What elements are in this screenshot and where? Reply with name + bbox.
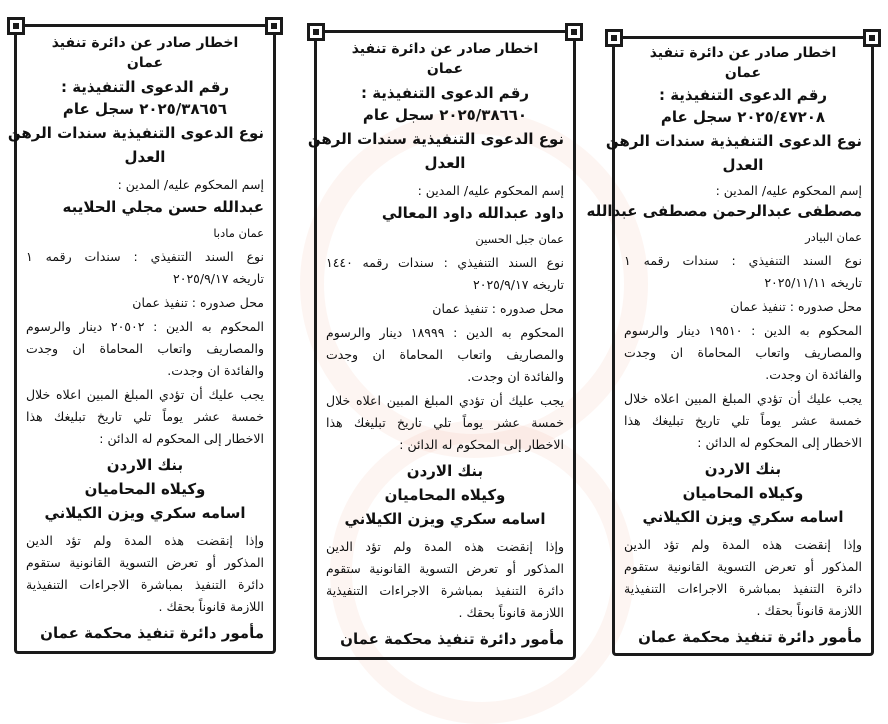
amount-line: المحكوم به الدين : ١٩٥١٠ دينار والرسوم <box>624 323 862 338</box>
notice-city: عمان <box>724 65 762 81</box>
debtor-name: داود عبدالله داود المعالي <box>381 204 564 222</box>
case-type-cont: العدل <box>124 148 166 166</box>
bond-date: تاريخه ٢٠٢٥/٩/١٧ <box>473 277 564 292</box>
issued-place: محل صدوره : تنفيذ عمان <box>432 301 564 316</box>
issued-place: محل صدوره : تنفيذ عمان <box>132 295 264 310</box>
pay-line: خمسة عشر يوماً تلي تاريخ تبليغك هذا <box>624 413 862 428</box>
bond-line: نوع السند التنفيذي : سندات رقمه ١٤٤٠ <box>326 255 564 270</box>
agents-names: اسامه سكري ويزن الكيلاني <box>344 510 546 528</box>
case-label: رقم الدعوى التنفيذية : <box>658 86 828 104</box>
frame-corner-ornament <box>307 23 325 41</box>
warning-line: دائرة التنفيذ بمباشرة الاجراءات التنفيذية <box>624 581 862 596</box>
pay-line: الاخطار إلى المحكوم له الدائن : <box>399 437 564 452</box>
warning-line: وإذا إنقضت هذه المدة ولم تؤد الدين <box>326 539 564 554</box>
notice-title: اخطار صادر عن دائرة تنفيذ <box>51 35 239 51</box>
case-label: رقم الدعوى التنفيذية : <box>360 84 530 102</box>
warning-line: اللازمة قانوناً بحقك . <box>458 605 564 620</box>
warning-line: المذكور أو تعرض التسوية القانونية ستقوم <box>26 555 264 570</box>
creditor-name: بنك الاردن <box>406 462 484 480</box>
amount-line: والفائدة ان وجدت. <box>765 367 862 382</box>
agents-names: اسامه سكري ويزن الكيلاني <box>44 504 246 522</box>
notice-city: عمان <box>426 61 464 77</box>
debtor-label: إسم المحكوم عليه/ المدين : <box>117 177 264 192</box>
frame-corner-ornament <box>863 29 881 47</box>
case-number: ٢٠٢٥/٣٨٦٥٦ سجل عام <box>62 100 228 118</box>
bond-line: نوع السند التنفيذي : سندات رقمه ١ <box>624 253 862 268</box>
amount-line: والفائدة ان وجدت. <box>467 369 564 384</box>
debtor-address: عمان مادبا <box>213 226 264 240</box>
case-number: ٢٠٢٥/٣٨٦٦٠ سجل عام <box>362 106 528 124</box>
notice-title: اخطار صادر عن دائرة تنفيذ <box>649 45 837 61</box>
notice-footer: مأمور دائرة تنفيذ محكمة عمان <box>340 630 564 648</box>
pay-line: الاخطار إلى المحكوم له الدائن : <box>697 435 862 450</box>
case-type-cont: العدل <box>424 154 466 172</box>
bond-date: تاريخه ٢٠٢٥/١١/١١ <box>764 275 862 290</box>
debtor-name: عبدالله حسن مجلي الحلايبه <box>62 198 264 216</box>
case-type: نوع الدعوى التنفيذية سندات الرهن <box>605 132 862 150</box>
agents-label: وكيلاه المحاميان <box>84 480 206 498</box>
warning-line: وإذا إنقضت هذه المدة ولم تؤد الدين <box>624 537 862 552</box>
debtor-address: عمان البيادر <box>805 230 862 244</box>
amount-line: المحكوم به الدين : ٢٠٥٠٢ دينار والرسوم <box>26 319 264 334</box>
notice-footer: مأمور دائرة تنفيذ محكمة عمان <box>638 628 862 646</box>
creditor-name: بنك الاردن <box>106 456 184 474</box>
case-label: رقم الدعوى التنفيذية : <box>60 78 230 96</box>
amount-line: والمصاريف واتعاب المحاماة ان وجدت <box>26 341 264 356</box>
amount-line: والمصاريف واتعاب المحاماة ان وجدت <box>624 345 862 360</box>
case-number: ٢٠٢٥/٤٧٢٠٨ سجل عام <box>660 108 826 126</box>
bond-date: تاريخه ٢٠٢٥/٩/١٧ <box>173 271 264 286</box>
notice-middle <box>307 30 576 660</box>
warning-line: اللازمة قانوناً بحقك . <box>756 603 862 618</box>
pay-line: يجب عليك أن تؤدي المبلغ المبين اعلاه خلال <box>26 387 264 402</box>
frame-corner-ornament <box>7 17 25 35</box>
pay-line: يجب عليك أن تؤدي المبلغ المبين اعلاه خلال <box>326 393 564 408</box>
creditor-name: بنك الاردن <box>704 460 782 478</box>
frame-corner-ornament <box>565 23 583 41</box>
case-type-cont: العدل <box>722 156 764 174</box>
warning-line: اللازمة قانوناً بحقك . <box>158 599 264 614</box>
amount-line: المحكوم به الدين : ١٨٩٩٩ دينار والرسوم <box>326 325 564 340</box>
warning-line: وإذا إنقضت هذه المدة ولم تؤد الدين <box>26 533 264 548</box>
frame-corner-ornament <box>605 29 623 47</box>
agents-label: وكيلاه المحاميان <box>682 484 804 502</box>
warning-line: المذكور أو تعرض التسوية القانونية ستقوم <box>624 559 862 574</box>
amount-line: والمصاريف واتعاب المحاماة ان وجدت <box>326 347 564 362</box>
notice-right <box>586 36 874 656</box>
case-type: نوع الدعوى التنفيذية سندات الرهن <box>7 124 264 142</box>
frame-corner-ornament <box>265 17 283 35</box>
pay-line: يجب عليك أن تؤدي المبلغ المبين اعلاه خلال <box>624 391 862 406</box>
notice-title: اخطار صادر عن دائرة تنفيذ <box>351 41 539 57</box>
notice-city: عمان <box>126 55 164 71</box>
pay-line: الاخطار إلى المحكوم له الدائن : <box>99 431 264 446</box>
debtor-label: إسم المحكوم عليه/ المدين : <box>715 183 862 198</box>
amount-line: والفائدة ان وجدت. <box>167 363 264 378</box>
warning-line: المذكور أو تعرض التسوية القانونية ستقوم <box>326 561 564 576</box>
debtor-name: مصطفى عبدالرحمن مصطفى عبدالله <box>586 202 862 220</box>
debtor-label: إسم المحكوم عليه/ المدين : <box>417 183 564 198</box>
agents-label: وكيلاه المحاميان <box>384 486 506 504</box>
warning-line: دائرة التنفيذ بمباشرة الاجراءات التنفيذية <box>326 583 564 598</box>
notice-left <box>7 24 276 654</box>
pay-line: خمسة عشر يوماً تلي تاريخ تبليغك هذا <box>326 415 564 430</box>
warning-line: دائرة التنفيذ بمباشرة الاجراءات التنفيذية <box>26 577 264 592</box>
pay-line: خمسة عشر يوماً تلي تاريخ تبليغك هذا <box>26 409 264 424</box>
case-type: نوع الدعوى التنفيذية سندات الرهن <box>307 130 564 148</box>
notice-footer: مأمور دائرة تنفيذ محكمة عمان <box>40 624 264 642</box>
debtor-address: عمان جبل الحسين <box>475 232 564 246</box>
issued-place: محل صدوره : تنفيذ عمان <box>730 299 862 314</box>
agents-names: اسامه سكري ويزن الكيلاني <box>642 508 844 526</box>
bond-line: نوع السند التنفيذي : سندات رقمه ١ <box>26 249 264 264</box>
